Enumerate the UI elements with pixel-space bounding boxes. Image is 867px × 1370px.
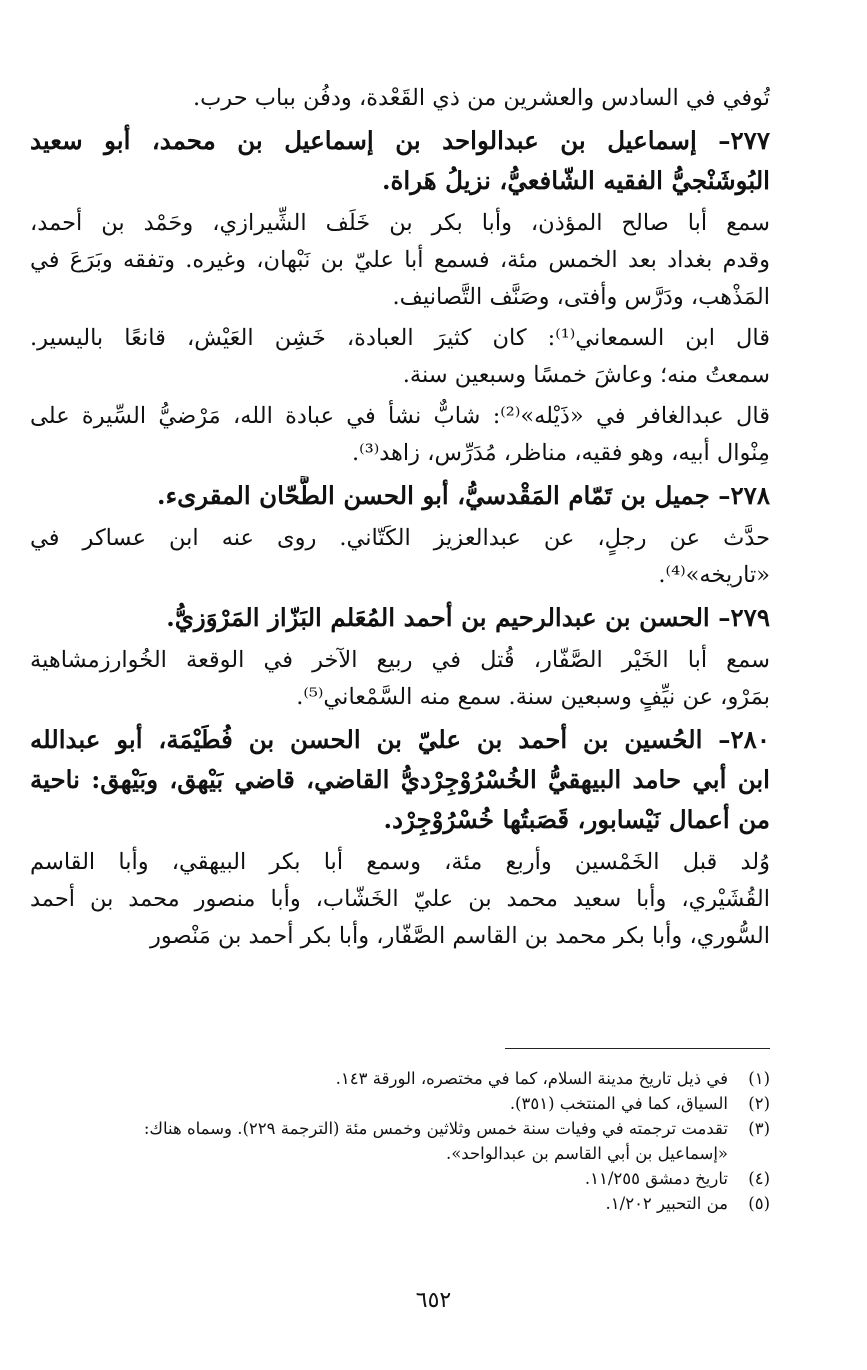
main-text xyxy=(30,80,770,959)
footnote-text: «إسماعيل بن أبي القاسم بن عبدالواحد». xyxy=(445,1144,728,1163)
footnote-number: (٢) xyxy=(748,1094,770,1113)
text-line: من أعمال نَيْسابور، قَصَبتُها خُسْرُوْجِرْد. xyxy=(383,805,770,834)
text-line: تُوفي في السادس والعشرين من ذي القَعْدة، ودفُن بباب حرب. xyxy=(192,85,770,111)
footnote-text: من التحبير ١/٢٠٢. xyxy=(605,1194,728,1213)
text-line: «تاريخه»⁽⁴⁾. xyxy=(658,562,770,588)
footnote-number: (٤) xyxy=(748,1169,770,1188)
text-line: بمَرْو، عن نيِّفٍ وسبعين سنة. سمع منه السَّمْعاني⁽⁵⁾. xyxy=(296,684,770,710)
text-line: قال ابن السمعاني⁽¹⁾: كان كثيرَ العبادة، خَشِن العَيْش، قانعًا باليسير. xyxy=(30,325,770,351)
entry-heading xyxy=(30,121,770,201)
footnote-line xyxy=(40,1116,770,1141)
footnote-text: في ذيل تاريخ مدينة السلام، كما في مختصره، الورقة ١٤٣. xyxy=(335,1069,728,1088)
footnote-number: (١) xyxy=(748,1069,770,1088)
paragraph xyxy=(30,398,770,472)
text-line: البُوشَنْجيُّ الفقيه الشّافعيُّ، نزيلُ هَراة. xyxy=(382,166,770,195)
footnotes xyxy=(40,1066,770,1216)
text-line: ابن أبي حامد البيهقيُّ الخُسْرُوْجِرْديُّ القاضي، قاضي بَيْهق، وبَيْهق: ناحية xyxy=(30,765,770,794)
page-number: ٦٥٢ xyxy=(415,1288,452,1313)
text-line: سمع أبا صالح المؤذن، وأبا بكر بن خَلَف الشِّيرازي، وحَمْد بن أحمد، xyxy=(30,210,770,236)
footnote-line xyxy=(40,1141,770,1166)
entry-heading xyxy=(30,720,770,840)
text-line: سمعتُ منه؛ وعاشَ خمسًا وسبعين سنة. xyxy=(402,362,770,388)
footnote-text: السياق، كما في المنتخب (٣٥١). xyxy=(509,1094,728,1113)
text-line: مِنْوال أبيه، وهو فقيه، مناظر، مُدَرِّس، زاهد⁽³⁾. xyxy=(352,440,770,466)
text-line: ٢٧٩– الحسن بن عبدالرحيم بن أحمد المُعَلم البَزّاز المَرْوَزيُّ. xyxy=(166,603,770,632)
paragraph xyxy=(30,80,770,117)
paragraph xyxy=(30,205,770,316)
footnote-line xyxy=(40,1166,770,1191)
footnote-line xyxy=(40,1091,770,1116)
footnote-line xyxy=(40,1191,770,1216)
text-line: السُّوري، وأبا بكر محمد بن القاسم الصَّفّار، وأبا بكر أحمد بن مَنْصور xyxy=(149,923,770,949)
text-line: حدَّث عن رجلٍ، عن عبدالعزيز الكَتّاني. روى عنه ابن عساكر في xyxy=(30,525,770,551)
text-line: القُشَيْري، وأبا سعيد محمد بن عليّ الخَشّاب، وأبا منصور محمد بن أحمد xyxy=(30,886,770,912)
text-line: ٢٧٧– إسماعيل بن عبدالواحد بن إسماعيل بن محمد، أبو سعيد xyxy=(30,126,770,155)
text-line: سمع أبا الخَيْر الصَّفّار، قُتل في ربيع الآخر في الوقعة الخُوارزمشاهية xyxy=(30,647,770,673)
text-line: وقدم بغداد بعد الخمس مئة، فسمع أبا عليّ بن نَبْهان، وغيره. وتفقه وبَرَعَ في xyxy=(30,247,770,273)
footnote-line xyxy=(40,1066,770,1091)
footnote-text: تاريخ دمشق ١١/٢٥٥. xyxy=(584,1169,728,1188)
paragraph xyxy=(30,642,770,716)
footnote-divider xyxy=(505,1048,770,1049)
paragraph xyxy=(30,520,770,594)
paragraph xyxy=(30,320,770,394)
entry-heading xyxy=(30,598,770,638)
text-line: ٢٨٠– الحُسين بن أحمد بن عليّ بن الحسن بن فُطَيْمَة، أبو عبدالله xyxy=(30,725,770,754)
text-line: وُلد قبل الخَمْسين وأربع مئة، وسمع أبا بكر البيهقي، وأبا القاسم xyxy=(30,849,770,875)
paragraph xyxy=(30,844,770,955)
entry-heading xyxy=(30,476,770,516)
text-line: المَذْهب، ودَرَّس وأفتى، وصَنَّف التَّصانيف. xyxy=(392,284,770,310)
footnote-number: (٣) xyxy=(748,1119,770,1138)
text-line: ٢٧٨– جميل بن تَمّام المَقْدسيُّ، أبو الحسن الطَّحّان المقرىء. xyxy=(157,481,770,510)
footnote-number: (٥) xyxy=(748,1194,770,1213)
footnote-text: تقدمت ترجمته في وفيات سنة خمس وثلاثين وخمس مئة (الترجمة ٢٢٩). وسماه هناك: xyxy=(143,1119,728,1138)
text-line: قال عبدالغافر في «ذَيْله»⁽²⁾: شابٌّ نشأ في عبادة الله، مَرْضيُّ السِّيرة على xyxy=(30,403,770,429)
